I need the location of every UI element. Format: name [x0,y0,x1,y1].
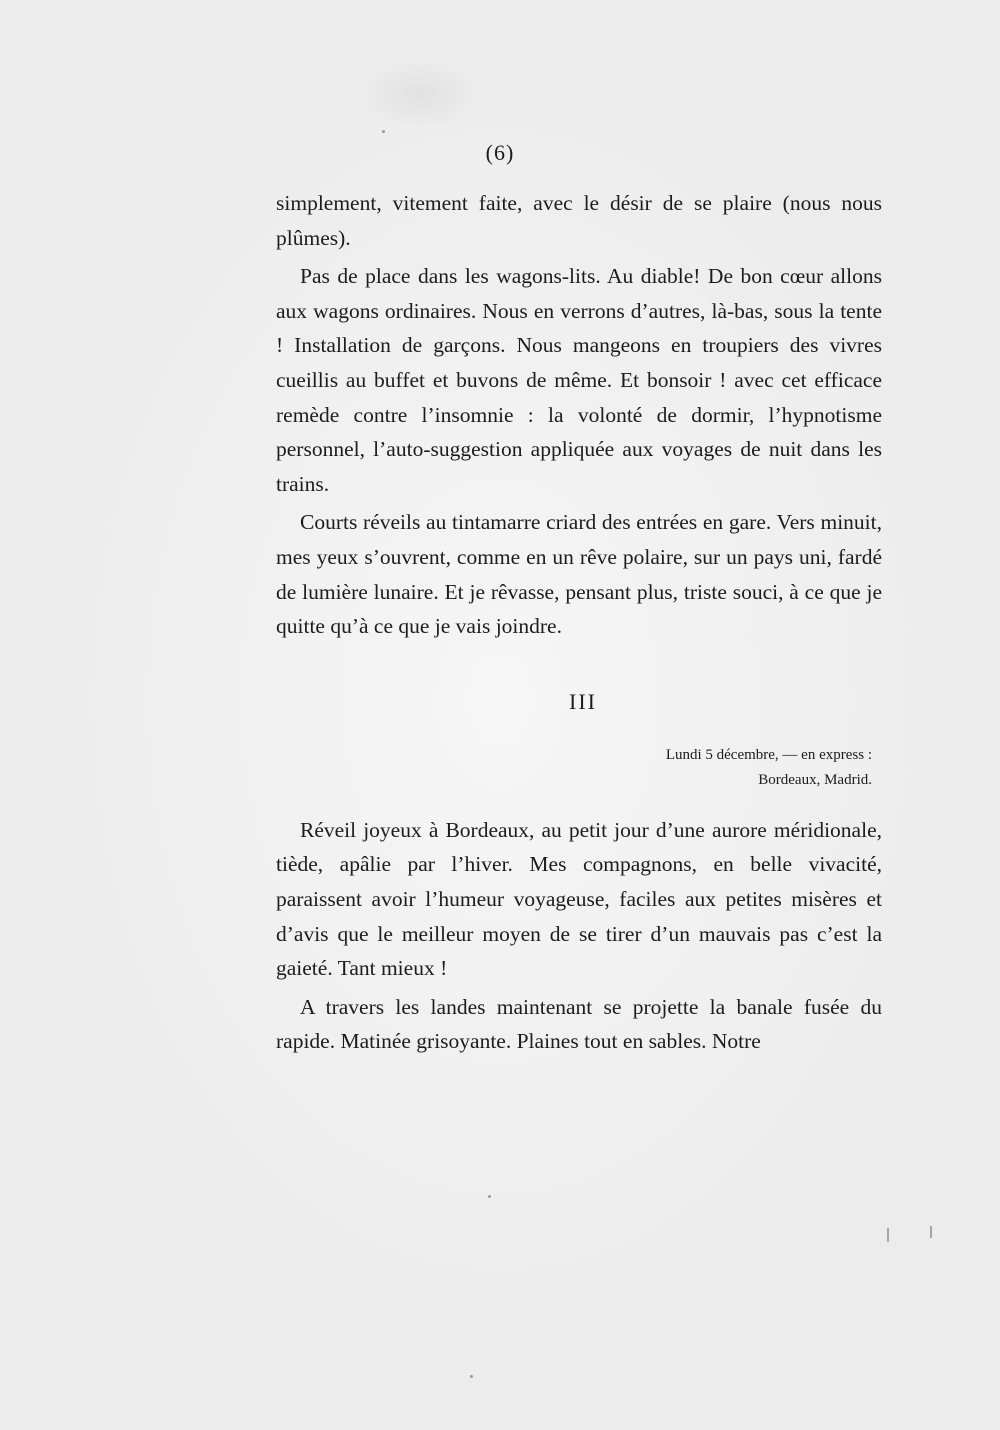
paragraph-wagons: Pas de place dans les wagons-lits. Au diable! De bon cœur allons aux wagons ordinaires. Nous en verrons d’autres, là-bas, sous la tente ! Installation de garçons. Nous mangeons en troupiers des vivres cueillis au buffet et buvons de même. Et bonsoir ! avec cet efficace remède contre l’insomnie : la volonté de dormir, l’hypnotisme personnel, l’auto-suggestion appliquée aux voyages de nuit dans les trains. [276,264,882,496]
paper-speck [382,130,385,133]
paper-mark [930,1226,932,1238]
paragraph-landes: A travers les landes maintenant se projette la banale fusée du rapide. Matinée grisoyante. Plaines tout en sables. Notre [276,994,882,1054]
dateline-date: Lundi 5 décembre, — en express : [665,746,872,763]
paragraph-continuation: simplement, vitement faite, avec le désir de se plaire (nous nous plûmes). [276,191,882,250]
chapter-heading: III [569,688,597,714]
paper-speck [470,1375,473,1378]
page-number: (6) [485,140,515,165]
dateline-route: Bordeaux, Madrid. [758,771,872,788]
paper-speck [488,1195,491,1198]
paragraph-bordeaux: Réveil joyeux à Bordeaux, au petit jour d’une aurore méridionale, tiède, apâlie par l’hiver. Mes compagnons, en belle vivacité, paraissent avoir l’humeur voyageuse, faciles aux petites misères et d’avis que le meilleur moyen de se tirer d’un mauvais pas c’est la gaieté. Tant mieux ! [276,817,882,981]
text-block [276,186,882,1059]
paragraph-reveils: Courts réveils au tintamarre criard des entrées en gare. Vers minuit, mes yeux s’ouvrent, comme en un rêve polaire, sur un pays uni, fardé de lumière lunaire. Et je rêvasse, pensant plus, triste souci, à ce que je quitte qu’à ce que je vais joindre. [276,510,882,639]
dateline [276,743,882,793]
paper-mark [887,1228,889,1242]
